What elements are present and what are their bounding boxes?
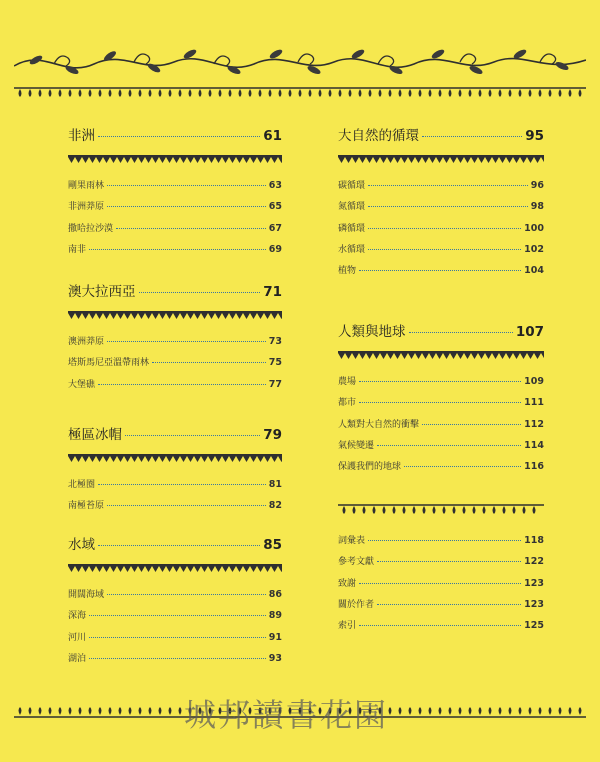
entry-title: 人類對大自然的衝擊 [338, 419, 420, 430]
entry-title: 北極圈 [68, 480, 96, 490]
entry-page-number: 73 [268, 336, 282, 347]
entry-title: 氮循環 [338, 202, 366, 213]
section-page-number: 71 [263, 284, 282, 300]
dot-leader [139, 292, 261, 293]
entry-page-number: 111 [524, 397, 544, 409]
toc-entry[interactable] [338, 178, 544, 199]
toc-entry[interactable] [68, 355, 282, 376]
dot-leader [152, 362, 266, 363]
dot-leader [368, 249, 521, 250]
dot-leader [377, 445, 521, 446]
entry-page-number: 86 [268, 589, 282, 600]
section-heading[interactable] [68, 533, 282, 557]
entry-page-number: 102 [524, 243, 544, 255]
dot-leader [359, 625, 521, 626]
entry-page-number: 122 [524, 556, 544, 568]
section-title: 非洲 [68, 128, 95, 144]
dot-leader [116, 228, 266, 229]
dot-leader [98, 384, 266, 385]
toc-entry[interactable] [338, 533, 544, 554]
entry-title: 河川 [68, 632, 87, 643]
dot-leader [359, 381, 521, 382]
entry-page-number: 89 [268, 610, 282, 622]
toc-entry[interactable] [338, 221, 544, 242]
toc-back-matter [338, 503, 544, 639]
toc-entry[interactable] [68, 587, 282, 608]
entry-page-number: 109 [524, 376, 544, 387]
dot-leader [359, 402, 521, 403]
toc-entry[interactable] [338, 417, 544, 438]
dot-leader [368, 206, 528, 207]
toc-entry[interactable] [68, 651, 282, 672]
entry-page-number: 67 [268, 222, 282, 234]
toc-entry[interactable] [338, 554, 544, 575]
section-title: 澳大拉西亞 [68, 284, 136, 300]
entry-title: 南極苔原 [68, 501, 105, 512]
publisher-watermark: 城邦讀書花園 [184, 696, 389, 734]
section-heading[interactable] [68, 423, 282, 447]
toc-entry[interactable] [68, 377, 282, 398]
scallop-trim [68, 154, 282, 168]
entry-title: 大堡礁 [68, 379, 96, 390]
dot-leader [107, 185, 266, 186]
entry-title: 磷循環 [338, 223, 366, 234]
toc-entry[interactable] [68, 498, 282, 519]
toc-entry[interactable] [338, 438, 544, 459]
entry-title: 致謝 [338, 578, 357, 589]
toc-entry[interactable] [68, 221, 282, 242]
dot-leader [368, 228, 521, 229]
dot-leader [404, 466, 521, 467]
toc-entry[interactable] [338, 597, 544, 618]
entry-page-number: 123 [524, 598, 544, 610]
entry-page-number: 69 [268, 243, 282, 255]
dot-leader [359, 583, 521, 584]
entry-title: 剛果雨林 [68, 181, 105, 191]
entry-page-number: 112 [524, 418, 544, 430]
entry-page-number: 96 [530, 180, 544, 191]
entry-title: 保護我們的地球 [338, 462, 402, 473]
entry-title: 碳循環 [338, 181, 366, 191]
dot-leader [98, 545, 260, 546]
entry-title: 湖泊 [68, 653, 87, 664]
toc-entry[interactable] [338, 459, 544, 480]
toc-entry[interactable] [338, 263, 544, 284]
entry-title: 詞彙表 [338, 536, 366, 546]
entry-page-number: 77 [268, 378, 282, 390]
toc-section [68, 533, 282, 672]
dot-leader [368, 185, 528, 186]
entry-page-number: 100 [524, 222, 544, 234]
entry-page-number: 104 [524, 265, 544, 277]
dot-leader [89, 615, 266, 616]
section-title: 極區冰帽 [68, 427, 122, 443]
toc-entry[interactable] [68, 242, 282, 263]
entry-title: 塔斯馬尼亞溫帶雨林 [68, 358, 150, 369]
dot-leader [359, 270, 521, 271]
dot-leader [409, 332, 513, 333]
scallop-trim [68, 310, 282, 324]
toc-section [338, 320, 544, 480]
vine-ornament [14, 38, 586, 84]
entry-title: 關於作者 [338, 599, 375, 610]
toc-entry[interactable] [338, 374, 544, 395]
toc-section [68, 423, 282, 520]
entry-title: 植物 [338, 266, 357, 277]
entry-title: 開闊海域 [68, 590, 105, 600]
toc-entry[interactable] [338, 199, 544, 220]
toc-entry[interactable] [338, 618, 544, 639]
dot-leader [98, 136, 260, 137]
entry-page-number: 125 [524, 620, 544, 632]
section-page-number: 95 [525, 128, 544, 144]
section-page-number: 85 [263, 537, 282, 553]
toc-entry[interactable] [68, 608, 282, 629]
entry-title: 參考文獻 [338, 557, 375, 568]
dot-leader [125, 435, 260, 436]
section-title: 水域 [68, 537, 95, 553]
section-heading[interactable] [68, 280, 282, 304]
dot-leader [107, 594, 266, 595]
entry-page-number: 116 [524, 461, 544, 473]
dot-leader [422, 424, 521, 425]
toc-entry[interactable] [68, 334, 282, 355]
section-page-number: 107 [515, 324, 544, 340]
toc-entry[interactable] [68, 199, 282, 220]
dot-leader [377, 604, 521, 605]
section-title: 大自然的循環 [338, 128, 419, 144]
dot-leader [89, 249, 266, 250]
scallop-trim [338, 350, 544, 364]
entry-title: 水循環 [338, 244, 366, 255]
entry-page-number: 65 [268, 201, 282, 213]
drop-trim [338, 503, 544, 517]
dot-leader [98, 484, 266, 485]
toc-entry[interactable] [338, 576, 544, 597]
scallop-trim [338, 154, 544, 168]
section-heading[interactable] [338, 320, 544, 344]
toc-section [68, 124, 282, 263]
entry-page-number: 123 [524, 577, 544, 589]
entry-page-number: 75 [268, 357, 282, 369]
entry-title: 非洲莽原 [68, 202, 105, 213]
section-title: 人類與地球 [338, 324, 406, 340]
toc-section [68, 280, 282, 398]
section-heading[interactable] [68, 124, 282, 148]
drop-border-top [14, 86, 586, 100]
section-page-number: 61 [263, 128, 282, 144]
dot-leader [107, 505, 266, 506]
toc-section [338, 124, 544, 284]
toc-entry[interactable] [68, 630, 282, 651]
entry-page-number: 118 [524, 535, 544, 546]
entry-page-number: 98 [530, 201, 544, 213]
entry-title: 農場 [338, 377, 357, 387]
entry-title: 澳洲莽原 [68, 337, 105, 347]
entry-title: 索引 [338, 621, 357, 632]
scallop-trim [68, 453, 282, 467]
entry-page-number: 93 [268, 652, 282, 664]
dot-leader [422, 136, 522, 137]
entry-title: 都市 [338, 398, 357, 409]
entry-page-number: 81 [268, 479, 282, 490]
toc-entry[interactable] [338, 395, 544, 416]
dot-leader [107, 206, 266, 207]
entry-title: 南非 [68, 244, 87, 255]
dot-leader [89, 658, 266, 659]
scallop-trim [68, 563, 282, 577]
section-heading[interactable] [338, 124, 544, 148]
entry-title: 氣候變遷 [338, 440, 375, 451]
entry-title: 撒哈拉沙漠 [68, 223, 114, 234]
toc-entry[interactable] [338, 242, 544, 263]
dot-leader [89, 637, 266, 638]
toc-entry[interactable] [68, 477, 282, 498]
dot-leader [107, 341, 266, 342]
entry-page-number: 91 [268, 631, 282, 643]
entry-page-number: 63 [268, 180, 282, 191]
dot-leader [368, 540, 521, 541]
toc-entry[interactable] [68, 178, 282, 199]
entry-page-number: 82 [268, 500, 282, 512]
dot-leader [377, 561, 521, 562]
entry-title: 深海 [68, 611, 87, 622]
entry-page-number: 114 [524, 439, 544, 451]
section-page-number: 79 [263, 427, 282, 443]
